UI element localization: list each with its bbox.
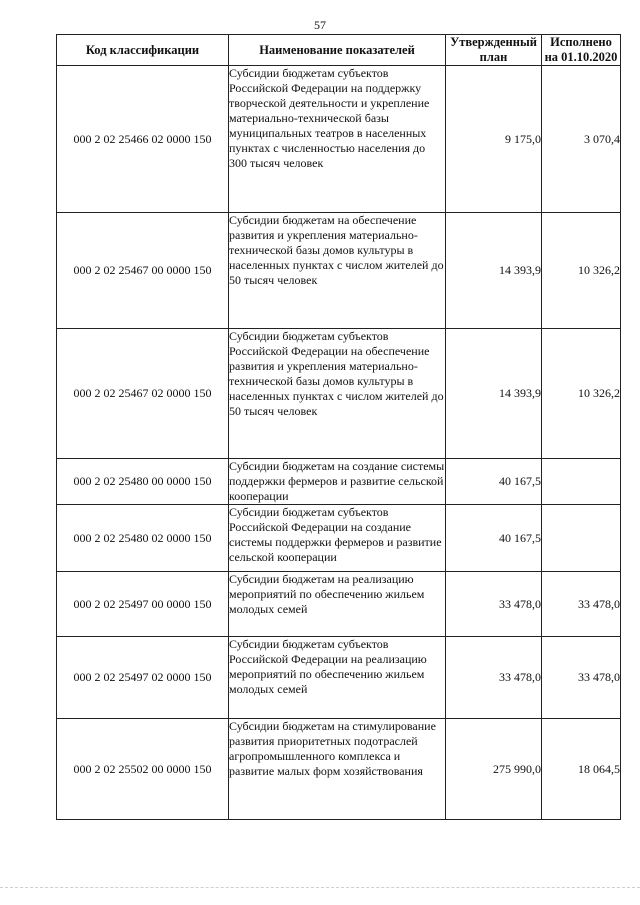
table-row — [57, 719, 621, 820]
header-code: Код классификации — [57, 35, 229, 66]
header-plan: Утвержденный план — [446, 35, 542, 66]
row-done: 3 070,4 — [542, 66, 621, 213]
table-row — [57, 505, 621, 572]
row-done: 10 326,2 — [542, 213, 621, 329]
row-plan: 275 990,0 — [446, 719, 542, 820]
row-name: Субсидии бюджетам субъектов Российской Федерации на поддержку творческой деятельности и укрепление материально-технической базы муниципальных театров в населенных пунктах с численностью населения до 300 тысяч человек — [229, 66, 446, 213]
row-plan: 33 478,0 — [446, 572, 542, 637]
row-code: 000 2 02 25502 00 0000 150 — [57, 719, 229, 820]
budget-table — [56, 34, 621, 820]
row-name: Субсидии бюджетам субъектов Российской Федерации на создание системы поддержки фермеров и развитие сельской кооперации — [229, 505, 446, 572]
row-plan: 40 167,5 — [446, 459, 542, 505]
row-name: Субсидии бюджетам на реализацию мероприятий по обеспечению жильем молодых семей — [229, 572, 446, 637]
row-name: Субсидии бюджетам на создание системы поддержки фермеров и развитие сельской кооперации — [229, 459, 445, 503]
table-row — [57, 459, 621, 505]
footer-rule — [0, 887, 640, 888]
table-row — [57, 572, 621, 637]
row-code: 000 2 02 25467 00 0000 150 — [57, 213, 229, 329]
row-done: 18 064,5 — [542, 719, 621, 820]
row-done: 33 478,0 — [542, 637, 621, 719]
row-done: 10 326,2 — [542, 329, 621, 459]
table-row — [57, 637, 621, 719]
row-name: Субсидии бюджетам на стимулирование развития приоритетных подотраслей агропромышленного комплекса и развитие малых форм хозяйствования — [229, 719, 446, 820]
row-done: 33 478,0 — [542, 572, 621, 637]
row-plan: 9 175,0 — [446, 66, 542, 213]
row-name: Субсидии бюджетам на обеспечение развития и укрепления материально-технической базы домов культуры в населенных пунктах с числом жителей до 50 тысяч человек — [229, 213, 446, 329]
row-code: 000 2 02 25497 02 0000 150 — [57, 637, 229, 719]
row-name: Субсидии бюджетам субъектов Российской Федерации на обеспечение развития и укрепления материально-технической базы домов культуры в населенных пунктах с числом жителей до 50 тысяч человек — [229, 329, 446, 459]
page-number: 57 — [314, 18, 326, 32]
row-code: 000 2 02 25467 02 0000 150 — [57, 329, 229, 459]
header-done: Исполнено на 01.10.2020 — [542, 35, 621, 66]
table-row — [57, 213, 621, 329]
row-plan: 14 393,9 — [446, 213, 542, 329]
row-code: 000 2 02 25480 00 0000 150 — [57, 459, 229, 505]
header-name: Наименование показателей — [229, 35, 446, 66]
row-plan: 40 167,5 — [446, 505, 542, 572]
table-row — [57, 329, 621, 459]
table-row — [57, 66, 621, 213]
row-plan: 14 393,9 — [446, 329, 542, 459]
row-code: 000 2 02 25466 02 0000 150 — [57, 66, 229, 213]
row-done — [542, 459, 621, 505]
row-name: Субсидии бюджетам субъектов Российской Федерации на реализацию мероприятий по обеспечению жильем молодых семей — [229, 637, 446, 719]
row-done — [542, 505, 621, 572]
table-header-row — [57, 35, 621, 66]
row-code: 000 2 02 25480 02 0000 150 — [57, 505, 229, 572]
row-plan: 33 478,0 — [446, 637, 542, 719]
row-code: 000 2 02 25497 00 0000 150 — [57, 572, 229, 637]
